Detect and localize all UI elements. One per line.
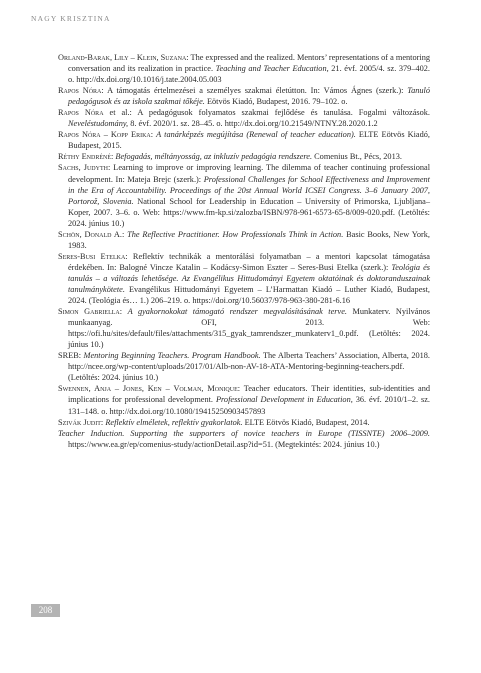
reference-details: ELTE Eötvös Kiadó, Budapest, 2015. <box>68 130 430 151</box>
reference-author: Rapos Nóra <box>58 108 104 118</box>
running-head: NAGY KRISZTINA <box>31 14 111 23</box>
page-number: 208 <box>31 604 60 617</box>
reference-title: Neveléstudomány, <box>68 119 129 129</box>
reference-item <box>58 85 430 107</box>
reference-title: Tanuló pedagógusok és az iskola szakmai tőkéje. <box>68 86 431 107</box>
reference-text: : <box>111 152 116 162</box>
reference-title: Teacher Induction. Supporting the supporters of novice teachers in Europe (TISSNTE) 2006–2009. <box>58 428 430 438</box>
reference-text: : <box>119 307 128 317</box>
reference-author: Szivák Judit <box>58 417 101 427</box>
reference-title: Professional Challenges for School Effectiveness and Improvement in the Era of Accountability. Proceedings of the 20st Annual World ICSEI Congress. 3–6 January 2007, Portorož, Slovenia. <box>68 174 430 206</box>
reference-title: Befogadás, méltányosság, az inkluzív pedagógia rendszere. <box>115 152 313 162</box>
reference-item <box>58 428 430 450</box>
reference-title: A gyakornokokat támogató rendszer megvalósításának terve. <box>127 307 347 317</box>
reference-text: : <box>121 229 128 239</box>
reference-details: Evangélikus Hittudományi Egyetem – L’Harmattan Kiadó – Luther Kiadó, Budapest, 2024. (Teológia és… 1.) 206–219. o. https://doi.org/10.56037/978-963-380-281-6.16 <box>68 284 430 306</box>
reference-text: : Reflektív technikák a mentorálási folyamatban – a mentori kapcsolat támogatása érdekében. In: Balogné Vincze Katalin – Kodácsy-Simon Eszter – Seres-Busi Etelka (szerk.): <box>68 251 430 272</box>
reference-details: The Alberta Teachers’ Association, Alberta, 2018. http://ncee.org/wp-content/uploads/2017/01/Alb-non-AV-18-ATA-Mentoring-beginning-teachers.pdf. (Letöltés: 2024. június 10.) <box>68 351 430 383</box>
reference-title: Teológia és tanulás – a változás lehetősége. Az Evangélikus Hittudományi Egyetem oktatóinak és doktoranduszainak tanulmánykötete. <box>68 262 430 294</box>
reference-text: : A támogatás értelmezései a személyes szakmai életútton. In: Vámos Ágnes (szerk.): <box>101 86 408 96</box>
reference-list <box>58 52 430 450</box>
reference-item <box>58 251 430 306</box>
reference-details: Comenius Bt., Pécs, 2013. <box>312 152 402 162</box>
reference-author: Rapos Nóra – Kopp Erika <box>58 130 151 140</box>
reference-details: Basic Books, New York, 1983. <box>68 229 431 250</box>
reference-author: Rapos Nóra <box>58 86 102 96</box>
reference-item <box>58 229 430 251</box>
reference-text: : <box>150 130 157 140</box>
reference-author: Seres-Busi Etelka <box>58 251 126 261</box>
reference-item <box>58 129 430 151</box>
reference-details: Eötvös Kiadó, Budapest, 2016. 79–102. o. <box>204 97 348 107</box>
reference-author: Orland-Barak, Lily – Klein, Suzana <box>58 53 187 62</box>
reference-title: A tanárképzés megújítása (Renewal of teacher education). <box>156 130 356 140</box>
reference-author: Schön, Donald A. <box>58 229 122 239</box>
reference-title: Mentoring Beginning Teachers. Program Handbook. <box>83 351 261 361</box>
reference-title: The Reflective Practitioner. How Professionals Think in Action. <box>127 229 344 239</box>
reference-item <box>58 107 430 129</box>
reference-item <box>58 151 430 162</box>
reference-author: Sachs, Judyth <box>58 163 108 173</box>
reference-item <box>58 417 430 428</box>
reference-title: Reflektív elméletek, reflektív gyakorlatok. <box>105 417 243 427</box>
reference-title: Professional Development in Education, <box>215 395 353 405</box>
reference-item <box>58 52 430 85</box>
reference-details: National School for Leadership in Education – University of Primorska, Ljubljana–Koper, 2007. 3–6. o. Web: https://www.fm-kp.si/zalozba/ISBN/978-961-6573-65-8/009-020.pdf. (Letöltés: 2024. június 10.) <box>68 196 430 228</box>
reference-title: Teaching and Teacher Education, <box>215 64 329 74</box>
reference-details: ELTE Eötvös Kiadó, Budapest, 2014. <box>242 417 370 427</box>
reference-details: https://www.ea.gr/ep/comenius-study/actionDetail.asp?id=51. (Megtekintés: 2024. június 10.) <box>68 439 380 449</box>
reference-text: SREB: <box>58 351 84 361</box>
reference-author: Réthy Endréné <box>58 152 112 162</box>
reference-text: : <box>100 417 106 427</box>
reference-text: : Learning to improve or improving learning. The dilemma of teacher continuing professional development. In: Mateja Brejc (szerk.): <box>68 163 430 184</box>
reference-author: Swennen, Anja – Jones, Ken – Volman, Monique <box>58 384 238 394</box>
reference-details: 36. évf. 2010/1–2. sz. 131–148. o. http://dx.doi.org/10.1080/19415250903457893 <box>68 395 430 416</box>
reference-item <box>58 162 430 228</box>
reference-text: : The expressed and the realized. Mentors’ representations of a mentoring conversation and its realization in practice. <box>68 53 430 74</box>
reference-details: 21. évf. 2005/4. sz. 379–402. o. http://dx.doi.org/10.1016/j.tate.2004.05.003 <box>68 64 430 85</box>
reference-text: et al.: A pedagógusok folyamatos szakmai fejlődése és tanulása. Fogalmi változások. <box>103 108 430 118</box>
reference-item <box>58 383 430 416</box>
reference-text: : Teacher educators. Their identities, sub-identities and implications for professional development. <box>68 384 430 405</box>
reference-item <box>58 306 430 350</box>
reference-details: Munkaterv. Nyilvános munkaanyag. OFI, 2013. Web: https://ofi.hu/sites/default/files/attachments/315_gyak_tamrendszer_munkaterv1_0.pdf. (Letöltés: 2024. június 10.) <box>68 307 430 350</box>
reference-author: Simon Gabriella <box>58 307 120 317</box>
reference-details: 8. évf. 2020/1. sz. 28–45. o. http://dx.doi.org/10.21549/NTNY.28.2020.1.2 <box>128 119 378 129</box>
reference-item <box>58 350 430 383</box>
